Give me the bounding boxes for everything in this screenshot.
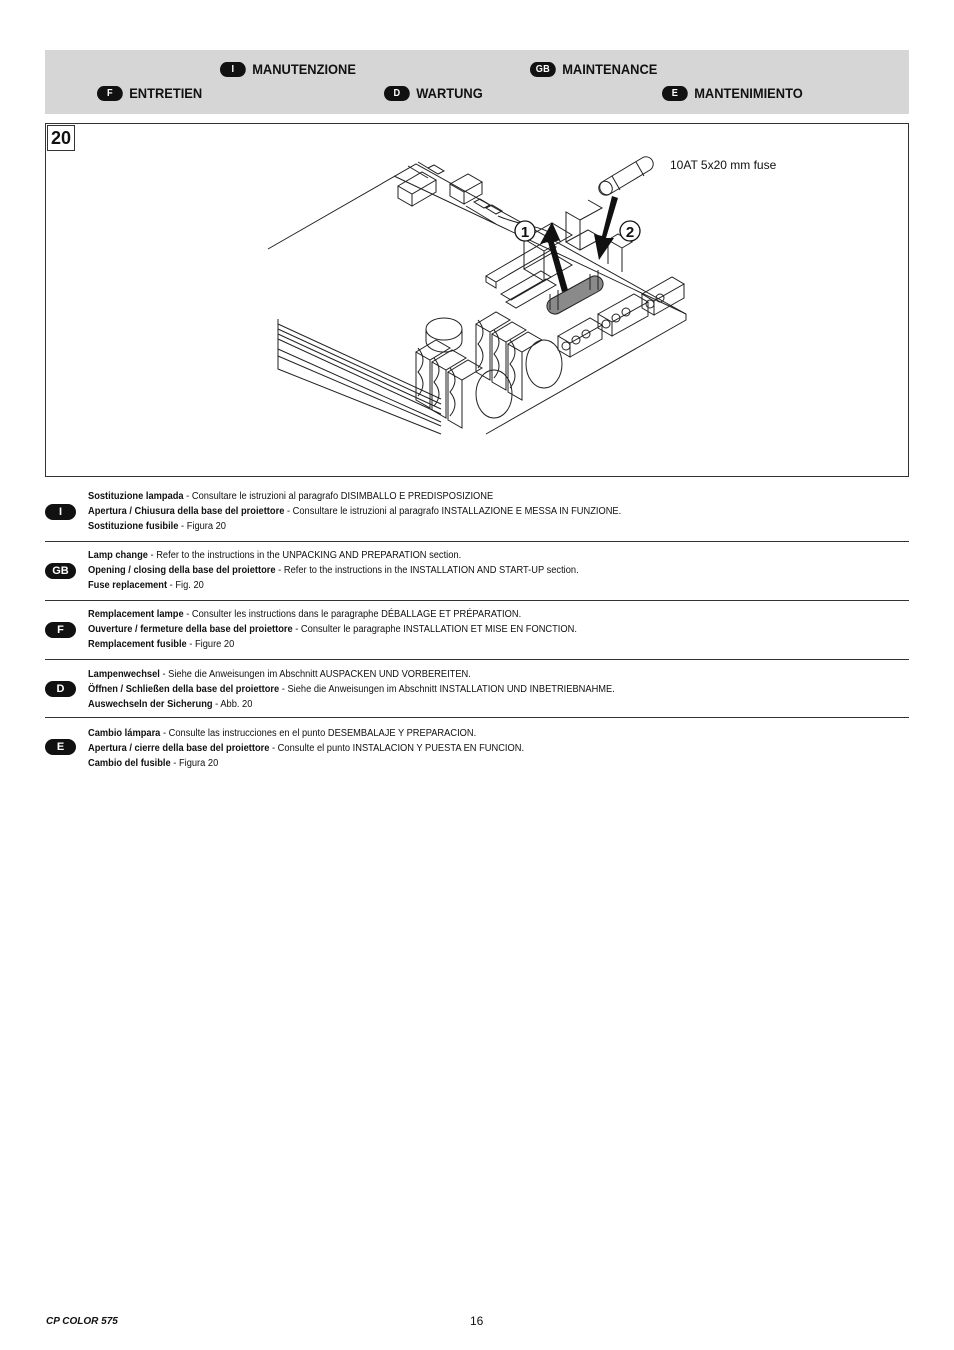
text-line: Cambio del fusible - Figura 20 bbox=[88, 758, 219, 769]
language-badge: I bbox=[220, 62, 246, 77]
section-d bbox=[45, 667, 909, 712]
language-badge: E bbox=[662, 86, 688, 101]
header-title: ENTRETIEN bbox=[129, 85, 203, 101]
language-badge: F bbox=[45, 622, 76, 638]
step-1-label: 1 bbox=[520, 224, 530, 241]
language-badge: D bbox=[384, 86, 410, 101]
section-f bbox=[45, 607, 909, 652]
text-line: Ouverture / fermeture della base del proiettore - Consulter le paragraphe INSTALLATION ET MISE EN FONCTION. bbox=[88, 624, 577, 635]
section-text bbox=[88, 726, 524, 771]
header-item-e bbox=[662, 85, 803, 101]
circuit-board-illustration bbox=[46, 124, 908, 476]
text-line: Opening / closing della base del proiettore - Refer to the instructions in the INSTALLATION AND START-UP section. bbox=[88, 565, 579, 576]
header-title: WARTUNG bbox=[416, 85, 483, 101]
text-line: Apertura / cierre della base del proiettore - Consulte el punto INSTALACION Y PUESTA EN FUNCION. bbox=[88, 743, 525, 754]
footer-model: CP COLOR 575 bbox=[46, 1316, 118, 1327]
header-title: MANTENIMIENTO bbox=[694, 85, 803, 101]
language-header bbox=[45, 50, 909, 114]
figure-box bbox=[45, 123, 909, 477]
figure-number: 20 bbox=[47, 125, 75, 151]
header-item-gb bbox=[530, 61, 657, 77]
text-line: Apertura / Chiusura della base del proiettore - Consultare le istruzioni al paragrafo INSTALLAZIONE E MESSA IN FUNZIONE. bbox=[88, 506, 622, 517]
language-badge: GB bbox=[45, 563, 76, 579]
header-item-d bbox=[384, 85, 483, 101]
page-number: 16 bbox=[470, 1314, 484, 1328]
header-item-f bbox=[97, 85, 202, 101]
text-line: Öffnen / Schließen della base del proiettore - Siehe die Anweisungen im Abschnitt INSTALLATION UND INBETRIEBNAHME. bbox=[88, 684, 615, 695]
text-line: Auswechseln der Sicherung - Abb. 20 bbox=[88, 699, 253, 710]
language-badge: GB bbox=[530, 62, 556, 77]
step-2-label: 2 bbox=[625, 224, 635, 241]
section-text bbox=[88, 667, 615, 712]
section-divider bbox=[45, 541, 909, 542]
text-line: Sostituzione lampada - Consultare le istruzioni al paragrafo DISIMBALLO E PREDISPOSIZIONE bbox=[88, 491, 494, 502]
language-badge: E bbox=[45, 739, 76, 755]
language-badge: D bbox=[45, 681, 76, 697]
section-text bbox=[88, 489, 621, 534]
text-line: Fuse replacement - Fig. 20 bbox=[88, 580, 204, 591]
text-line: Remplacement fusible - Figure 20 bbox=[88, 639, 235, 650]
language-badge: F bbox=[97, 86, 123, 101]
text-line: Cambio lámpara - Consulte las instrucciones en el punto DESEMBALAJE Y PREPARACION. bbox=[88, 728, 477, 739]
header-title: MAINTENANCE bbox=[562, 61, 658, 77]
text-line: Lamp change - Refer to the instructions in the UNPACKING AND PREPARATION section. bbox=[88, 550, 462, 561]
section-text bbox=[88, 548, 579, 593]
text-line: Sostituzione fusibile - Figura 20 bbox=[88, 521, 226, 532]
section-i bbox=[45, 489, 909, 534]
section-e bbox=[45, 726, 909, 771]
text-line: Remplacement lampe - Consulter les instructions dans le paragraphe DÉBALLAGE ET PRÉPARATION. bbox=[88, 609, 522, 620]
text-line: Lampenwechsel - Siehe die Anweisungen im Abschnitt AUSPACKEN UND VORBEREITEN. bbox=[88, 669, 471, 680]
section-gb bbox=[45, 548, 909, 593]
fuse-spec-label: 10AT 5x20 mm fuse bbox=[670, 158, 777, 172]
section-divider bbox=[45, 717, 909, 718]
language-badge: I bbox=[45, 504, 76, 520]
section-divider bbox=[45, 600, 909, 601]
section-divider bbox=[45, 659, 909, 660]
header-item-i bbox=[220, 61, 356, 77]
section-text bbox=[88, 607, 577, 652]
header-title: MANUTENZIONE bbox=[252, 61, 356, 77]
